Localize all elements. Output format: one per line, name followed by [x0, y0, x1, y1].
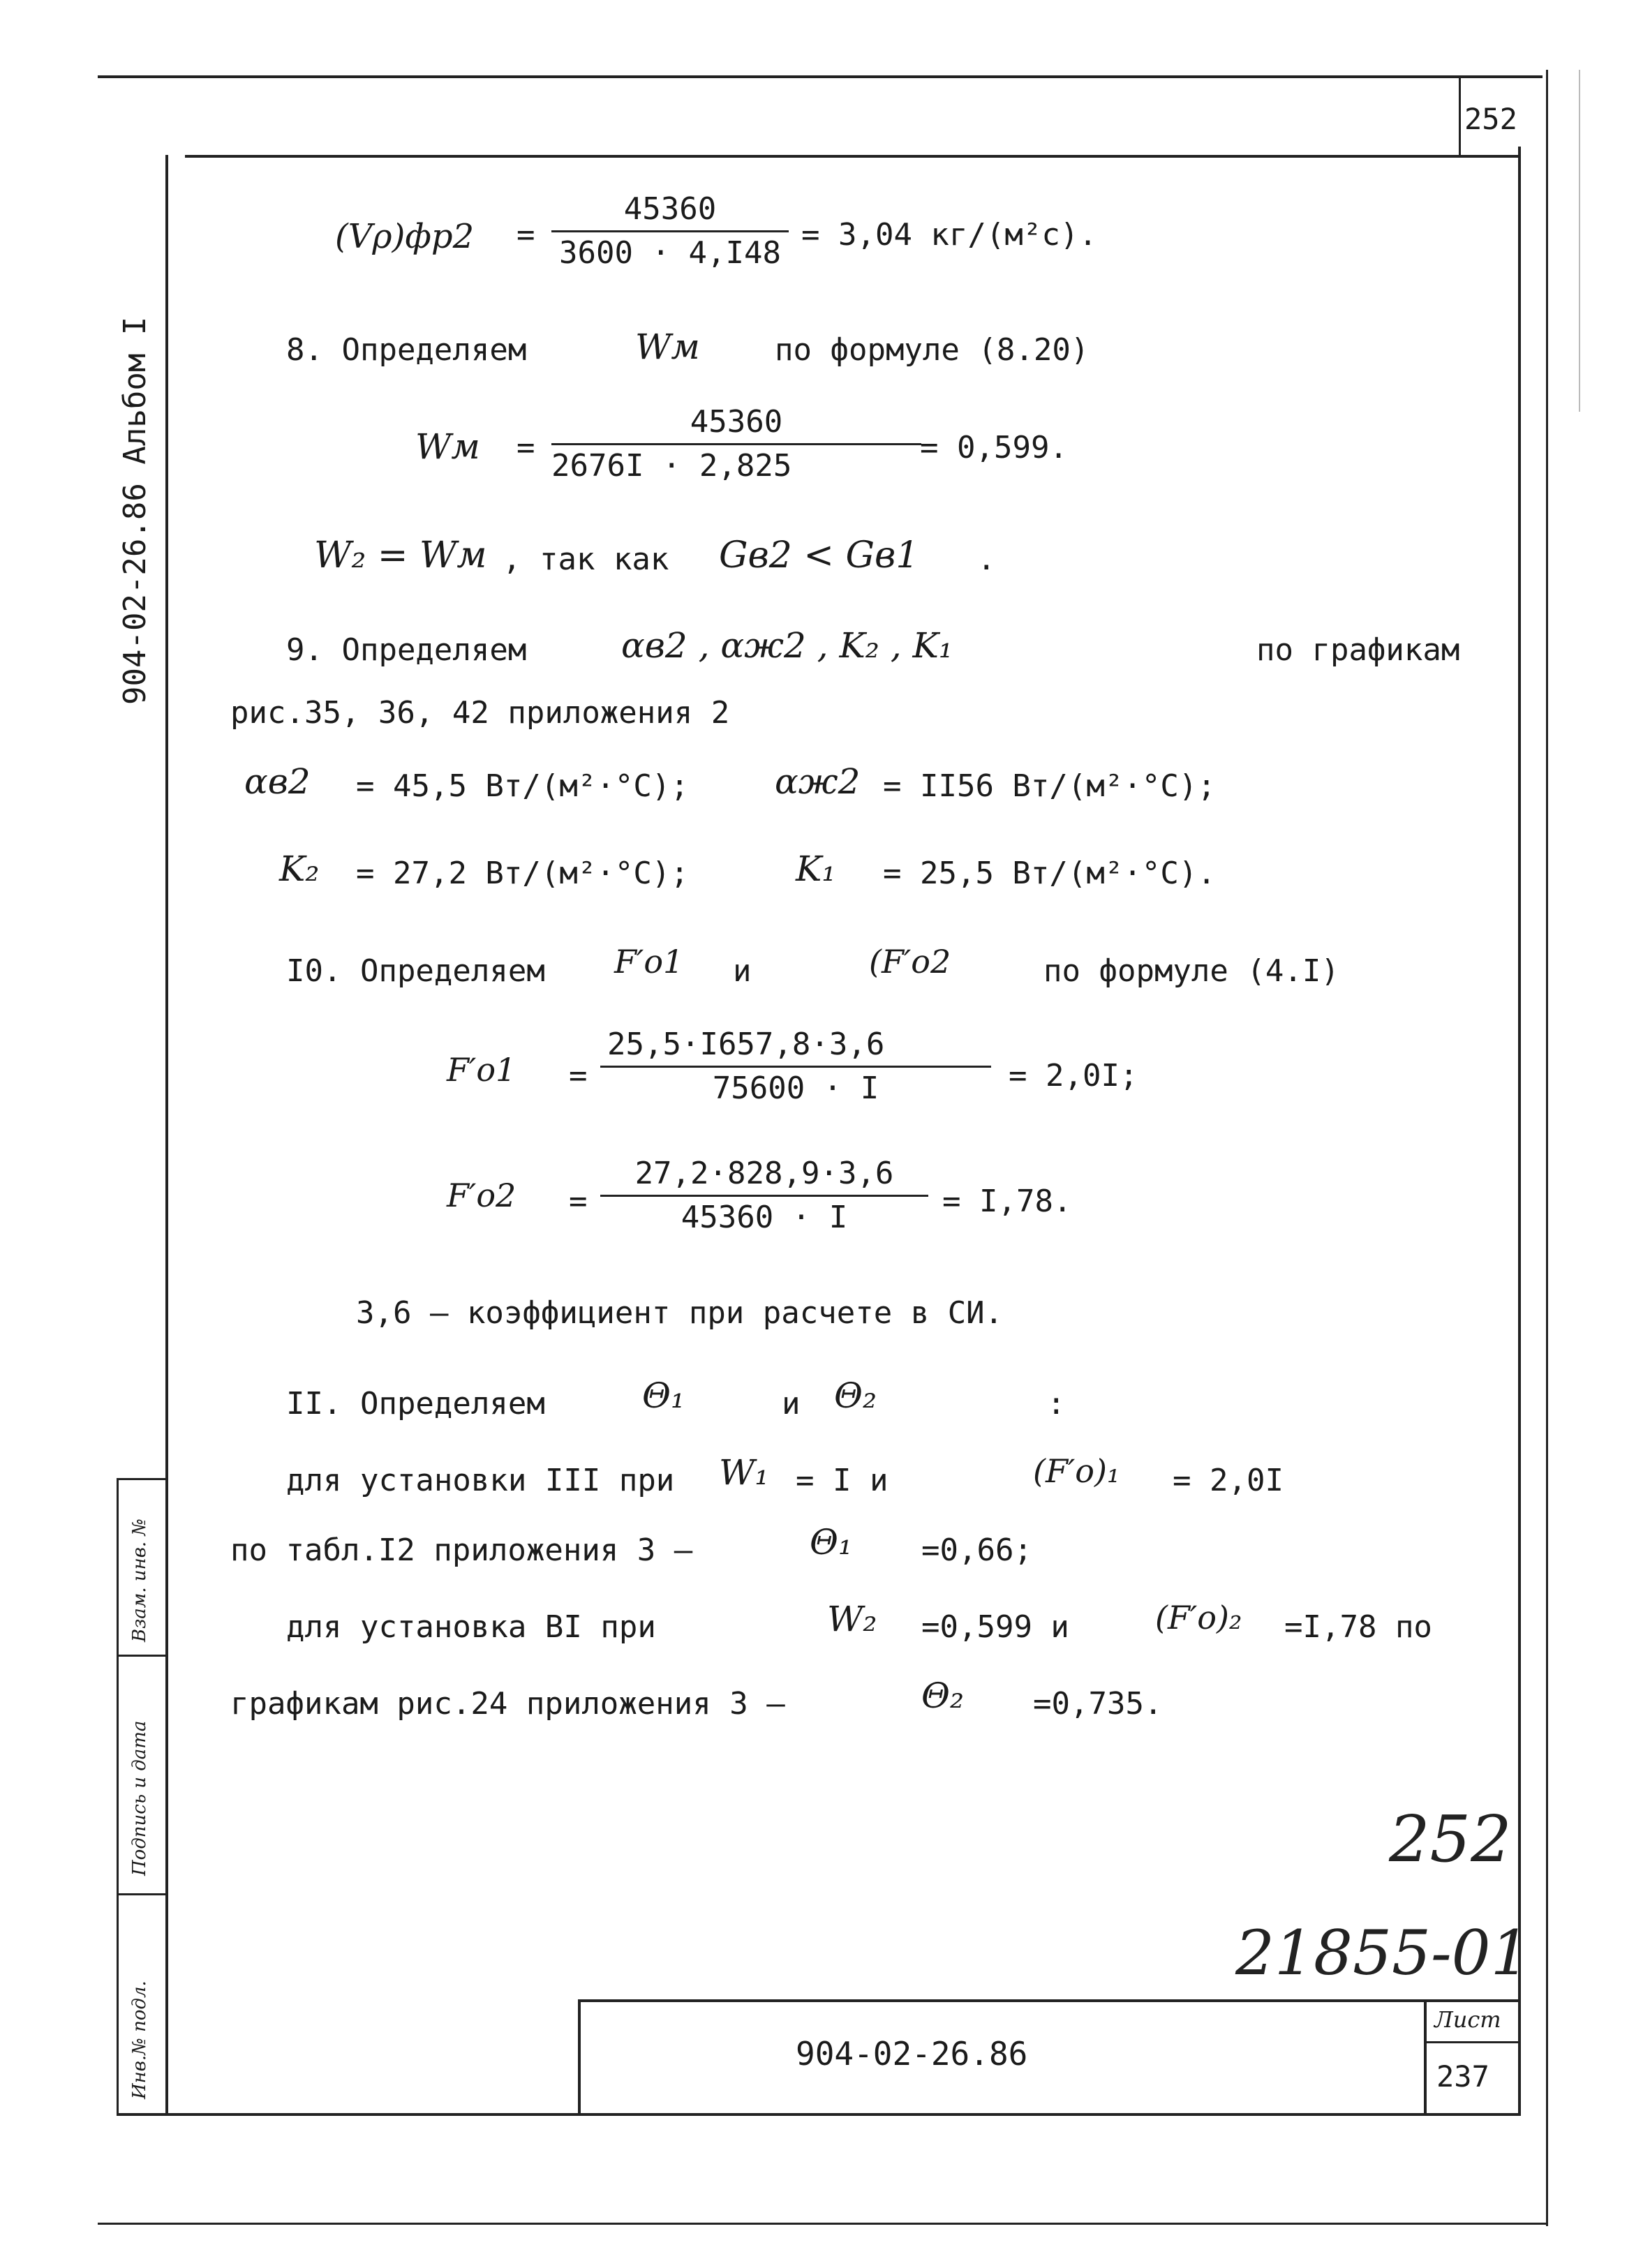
s11-var2: Θ₂	[834, 1375, 877, 1416]
s10-label: I0. Определяем	[286, 953, 545, 989]
coefficient-note: 3,6 – коэффициент при расчете в СИ.	[356, 1295, 1004, 1331]
title-block-sheet-divider	[1424, 1999, 1427, 2114]
eq4-numerator: 27,2·828,9·3,6	[600, 1158, 928, 1197]
s9-rest: по графикам	[1256, 632, 1460, 668]
eq3-lhs: F′о1	[447, 1051, 516, 1089]
install-3-val: = 2,0I	[1173, 1463, 1284, 1498]
s8-var: Wм	[635, 327, 700, 367]
eq4-lhs: F′о2	[447, 1177, 516, 1214]
stamp-divider-2	[117, 1893, 167, 1895]
eq1-lhs: (Vρ)фр2	[335, 217, 475, 256]
table12-theta: Θ₁	[810, 1522, 853, 1562]
install-3-f: (F′о)₁	[1033, 1452, 1120, 1490]
table12-text: по табл.I2 приложения 3 –	[230, 1532, 693, 1568]
install-3-w: W₁	[719, 1452, 769, 1493]
eq3-fraction	[600, 1029, 991, 1104]
corner-page-number: 252	[1464, 102, 1517, 136]
graphs24-val: =0,735.	[1033, 1686, 1163, 1722]
alpha-b2-symbol: αв2	[244, 761, 311, 802]
bottom-margin-line	[98, 2223, 1548, 2225]
stamp-cell-inv-text: Инв.№ подл.	[129, 1980, 150, 2099]
frame-bottom-border	[117, 2113, 1521, 2116]
s11-label: II. Определяем	[286, 1386, 545, 1422]
handwritten-code: 21855-01	[1235, 1917, 1530, 1989]
eq2-result: = 0,599.	[920, 430, 1068, 465]
s10-rest: по формуле (4.I)	[1043, 953, 1339, 989]
top-margin-line	[98, 75, 1543, 78]
eq4-result: = I,78.	[942, 1184, 1072, 1219]
eq3-numerator: 25,5·I657,8·3,6	[600, 1029, 991, 1068]
stamp-strip	[117, 1478, 168, 2114]
k2-value: = 27,2 Вт/(м²·°С);	[356, 856, 689, 891]
eq1-denominator: 3600 · 4,I48	[559, 235, 781, 271]
install-6-f: (F′о)₂	[1155, 1599, 1242, 1636]
g-end: .	[977, 542, 996, 577]
k1-symbol: K₁	[796, 849, 836, 889]
album-side-title	[117, 317, 153, 705]
frame-top-border	[185, 155, 1521, 158]
eq4-denominator: 45360 · I	[681, 1200, 848, 1235]
s11-colon: :	[1047, 1386, 1066, 1422]
s11-and: и	[782, 1386, 801, 1422]
eq2-lhs: Wм	[415, 426, 480, 467]
eq1-fraction	[551, 191, 789, 271]
title-block-code: 904-02-26.86	[796, 2035, 1028, 2073]
eq2-numerator: 45360	[551, 407, 921, 445]
alpha-zh2-value: = II56 Вт/(м²·°С);	[883, 768, 1216, 804]
sheet-number: 237	[1436, 2059, 1489, 2094]
outer-right-line	[1546, 70, 1548, 2226]
eq3-denominator: 75600 · I	[712, 1070, 879, 1106]
stamp-cell-podpis	[129, 1721, 150, 1876]
install-6-val: =I,78 по	[1284, 1609, 1432, 1645]
eq2-denominator: 2676I · 2,825	[551, 448, 792, 484]
eq2-fraction	[551, 404, 921, 484]
g-relation: Gв2 < Gв1	[719, 535, 919, 576]
eq3-result: = 2,0I;	[1009, 1058, 1138, 1094]
eq1-equals: =	[516, 217, 535, 253]
table12-val: =0,66;	[921, 1532, 1032, 1568]
corner-box-left	[1459, 78, 1461, 155]
title-block-sheet-row	[1424, 2041, 1519, 2043]
s8-rest: по формуле (8.20)	[775, 332, 1090, 368]
graphs24-theta: Θ₂	[921, 1676, 965, 1716]
eq2-equals: =	[516, 430, 535, 465]
stamp-cell-vzam	[129, 1519, 150, 1642]
stamp-cell-inv	[129, 1980, 150, 2099]
s9-vars: αв2 , αж2 , K₂ , K₁	[621, 625, 953, 666]
s9-label: 9. Определяем	[286, 632, 527, 668]
handwritten-page-number: 252	[1389, 1802, 1512, 1877]
install-3-eq: = I и	[796, 1463, 889, 1498]
s9-line2: рис.35, 36, 42 приложения 2	[230, 695, 730, 731]
stamp-top-line	[117, 1478, 167, 1480]
title-block-left	[578, 1999, 581, 2114]
w-text: , так как	[503, 542, 669, 577]
sheet-label: Лист	[1434, 2006, 1501, 2033]
stamp-cell-vzam-text: Взам. инв. №	[129, 1518, 150, 1642]
install-3-text: для установки III при	[286, 1463, 675, 1498]
s10-var2: (F′о2	[869, 943, 951, 980]
install-6-eq: =0,599 и	[921, 1609, 1069, 1645]
k2-symbol: K₂	[279, 849, 320, 889]
eq3-equals: =	[569, 1058, 588, 1094]
frame-right-border	[1518, 147, 1521, 2114]
install-6-w: W₂	[827, 1599, 877, 1639]
stamp-left-line	[117, 1478, 119, 2114]
alpha-b2-value: = 45,5 Вт/(м²·°С);	[356, 768, 689, 804]
s11-var1: Θ₁	[642, 1375, 685, 1416]
graphs24-text: графикам рис.24 приложения 3 –	[230, 1686, 785, 1722]
stamp-cell-podpis-text: Подпись и дата	[129, 1720, 150, 1876]
alpha-zh2-symbol: αж2	[775, 761, 861, 802]
right-margin-mark	[1579, 70, 1580, 412]
w-relation: W₂ = Wм	[314, 535, 487, 576]
s10-var1: F′о1	[614, 943, 684, 980]
album-side-text: 904-02-26.86 Альбом I	[117, 316, 153, 705]
eq4-equals: =	[569, 1184, 588, 1219]
eq1-numerator: 45360	[551, 194, 789, 232]
s8-label: 8. Определяем	[286, 332, 527, 368]
stamp-divider-1	[117, 1655, 167, 1657]
s10-and: и	[733, 953, 752, 989]
k1-value: = 25,5 Вт/(м²·°С).	[883, 856, 1216, 891]
eq1-result: = 3,04 кг/(м²с).	[801, 217, 1097, 253]
title-block-top	[578, 1999, 1519, 2002]
eq4-fraction	[600, 1158, 928, 1233]
install-6-text: для установка ВI при	[286, 1609, 656, 1645]
